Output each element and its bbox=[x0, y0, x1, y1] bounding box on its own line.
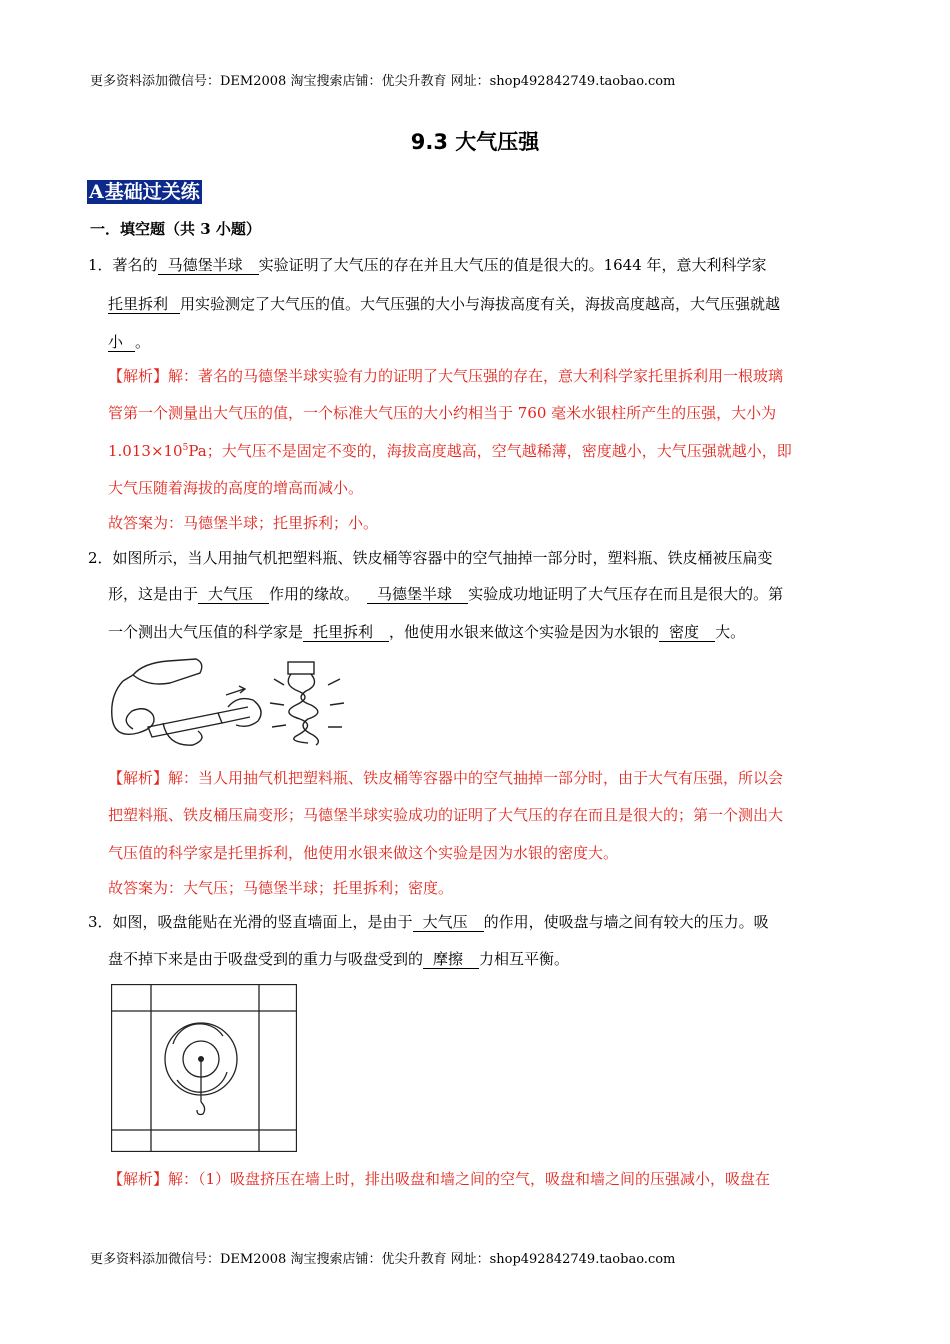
right-hand bbox=[228, 699, 261, 727]
q1-answer-blank-3: 小 bbox=[108, 333, 135, 352]
q2-text: ，他使用水银来做这个实验是因为水银的 bbox=[389, 623, 660, 641]
q2-number: 2． bbox=[88, 549, 113, 567]
page-title: 9.3 大气压强 bbox=[410, 130, 540, 154]
q2-text: 如图所示，当人用抽气机把塑料瓶、铁皮桶等容器中的空气抽掉一部分时，塑料瓶、铁皮桶被压扁变 bbox=[112, 549, 773, 567]
q1-answer-blank-2: 托里拆利 bbox=[108, 295, 180, 314]
q2-answer-blank-2: 马德堡半球 bbox=[367, 585, 468, 604]
q3-text: 盘不掉下来是由于吸盘受到的重力与吸盘受到的 bbox=[108, 950, 424, 968]
pump-body bbox=[148, 713, 222, 737]
q1-answer-line: 故答案为：马德堡半球；托里拆利；小。 bbox=[108, 514, 379, 532]
q1-analysis-text: 1.013×10 bbox=[108, 442, 183, 460]
subheading: 一．填空题（共 3 小题） bbox=[90, 220, 261, 238]
can-top bbox=[288, 662, 314, 674]
suction-cup-center bbox=[198, 1056, 204, 1062]
q1-line-2 bbox=[108, 293, 780, 314]
q2-line-1 bbox=[88, 547, 773, 568]
q1-answer-blank-1: 马德堡半球 bbox=[158, 256, 259, 275]
q1-text: 实验证明了大气压的存在并且大气压的值是很大的。1644 年，意大利科学家 bbox=[258, 256, 767, 274]
q1-analysis-line-4: 大气压随着海拔的高度的增高而减小。 bbox=[108, 479, 364, 497]
q1-analysis-text: Pa；大气压不是固定不变的，海拔高度越高，空气越稀薄，密度越小，大气压强就越小，即 bbox=[188, 442, 792, 460]
q3-text: 的作用，使吸盘与墙之间有较大的压力。吸 bbox=[483, 913, 769, 931]
q3-line-1 bbox=[88, 911, 769, 932]
pump-bottle-figure bbox=[108, 655, 358, 750]
rubber-tube bbox=[112, 681, 154, 734]
q3-number: 3． bbox=[88, 913, 113, 931]
q1-text: 。 bbox=[135, 333, 151, 351]
q1-analysis-line-3 bbox=[108, 440, 792, 461]
q2-text: 大。 bbox=[715, 623, 746, 641]
q1-analysis-line-1: 【解析】解：著名的马德堡半球实验有力的证明了大气压强的存在，意大利科学家托里拆利用一根玻璃 bbox=[108, 367, 784, 385]
q2-analysis-line-2: 把塑料瓶、铁皮桶压扁变形；马德堡半球实验成功的证明了大气压的存在而且是很大的；第一个测出大 bbox=[108, 806, 784, 824]
q3-text: 力相互平衡。 bbox=[479, 950, 570, 968]
page-footer: 更多资料添加微信号：DEM2008 淘宝搜索店铺：优尖升教育 网址：shop492842749.taobao.com bbox=[90, 1252, 676, 1267]
q2-answer-line: 故答案为：大气压；马德堡半球；托里拆利；密度。 bbox=[108, 879, 454, 897]
section-tag bbox=[87, 180, 202, 204]
q3-answer-blank-2: 摩擦 bbox=[423, 950, 479, 969]
q2-analysis-line-3: 气压值的科学家是托里拆利，他使用水银来做这个实验是因为水银的密度大。 bbox=[108, 844, 619, 862]
q1-analysis-exponent: 5 bbox=[182, 443, 189, 453]
q2-text: 实验成功地证明了大气压存在而且是很大的。第 bbox=[468, 585, 784, 603]
q1-line-1 bbox=[88, 254, 767, 275]
q3-analysis-line-1: 【解析】解：（1）吸盘挤压在墙上时，排出吸盘和墙之间的空气，吸盘和墙之间的压强减小，吸盘在 bbox=[108, 1170, 771, 1188]
q1-number: 1． bbox=[88, 256, 113, 274]
q1-line-3 bbox=[108, 331, 150, 352]
q2-line-3 bbox=[108, 621, 745, 642]
q2-answer-blank-4: 密度 bbox=[659, 623, 715, 642]
suction-cup-figure bbox=[111, 984, 297, 1152]
crushed-can-left bbox=[288, 674, 308, 743]
page-header: 更多资料添加微信号：DEM2008 淘宝搜索店铺：优尖升教育 网址：shop492842749.taobao.com bbox=[90, 74, 676, 89]
q2-text: 一个测出大气压值的科学家是 bbox=[108, 623, 304, 641]
q3-answer-blank-1: 大气压 bbox=[413, 913, 484, 932]
q1-text: 用实验测定了大气压的值。大气压强的大小与海拔高度有关，海拔高度越高，大气压强就越 bbox=[180, 295, 781, 313]
q2-text: 作用的缘故。 bbox=[269, 585, 360, 603]
q1-text: 著名的 bbox=[112, 256, 158, 274]
section-label: 基础过关练 bbox=[104, 181, 200, 203]
q3-line-2 bbox=[108, 948, 569, 969]
q2-answer-blank-3: 托里拆利 bbox=[303, 623, 389, 642]
crushed-can-right bbox=[301, 674, 318, 745]
q2-line-2 bbox=[108, 583, 783, 604]
q2-answer-blank-1: 大气压 bbox=[198, 585, 269, 604]
section-letter: A bbox=[89, 181, 104, 203]
wall-frame bbox=[112, 985, 297, 1152]
q3-text: 如图，吸盘能贴在光滑的竖直墙面上，是由于 bbox=[112, 913, 413, 931]
q1-analysis-line-2: 管第一个测量出大气压的值，一个标准大气压的大小约相当于 760 毫米水银柱所产生的压强，大小为 bbox=[108, 404, 777, 422]
q2-text: 形，这是由于 bbox=[108, 585, 199, 603]
hook-icon bbox=[197, 1102, 205, 1115]
plastic-bottle bbox=[133, 659, 202, 684]
q2-analysis-line-1: 【解析】解：当人用抽气机把塑料瓶、铁皮桶等容器中的空气抽掉一部分时，由于大气有压强，所以会 bbox=[108, 769, 784, 787]
